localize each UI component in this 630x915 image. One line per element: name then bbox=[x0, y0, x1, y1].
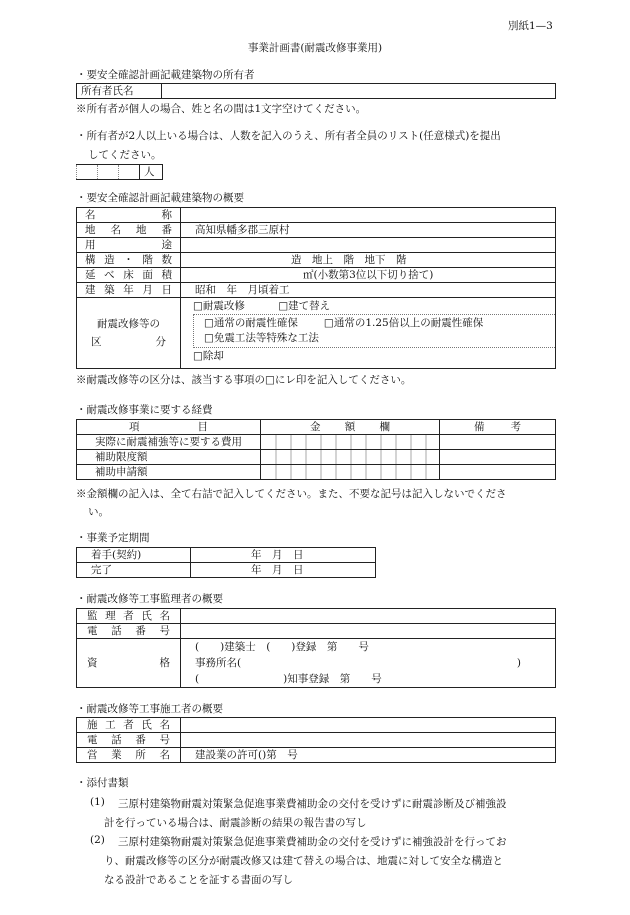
year-label-part: 月 bbox=[142, 284, 153, 296]
sup-name-part: 者 bbox=[123, 610, 134, 622]
schedule-end-date[interactable]: 年 月 日 bbox=[191, 563, 376, 578]
cost-header-part: 金 bbox=[310, 421, 321, 433]
cost-header-part: 目 bbox=[197, 421, 208, 433]
owner-section-title: ・要安全確認計画記載建築物の所有者 bbox=[76, 69, 255, 81]
name-label-part: 称 bbox=[161, 209, 172, 221]
cost-note-2: い。 bbox=[88, 506, 109, 518]
contractor-permit-field[interactable]: 建設業の許可()第 号 bbox=[181, 748, 556, 763]
sup-phone-part: 電 bbox=[87, 625, 98, 637]
retrofit-label-part: 区 bbox=[91, 336, 102, 348]
qual-line-1: ( )建築士 ( )登録 第 号 bbox=[195, 641, 369, 653]
cost-header-part: 考 bbox=[510, 421, 521, 433]
attachment-2-number: (2) bbox=[90, 834, 105, 846]
year-label-part: 年 bbox=[123, 284, 134, 296]
area-label-part: 面 bbox=[142, 269, 153, 281]
year-label-part: 築 bbox=[104, 284, 115, 296]
con-office-part: 所 bbox=[135, 749, 146, 761]
building-name-field[interactable] bbox=[181, 208, 556, 223]
supervisor-table bbox=[76, 608, 556, 688]
location-label-part: 地 bbox=[85, 224, 96, 236]
cost-header-part: 項 bbox=[129, 421, 140, 433]
multi-owner-note-2: してください。 bbox=[88, 149, 162, 161]
owner-count-table bbox=[76, 164, 163, 180]
qual-office-close: ) bbox=[516, 657, 521, 669]
structure-value[interactable]: 造 地上 階 地下 階 bbox=[181, 253, 556, 268]
attachment-2-line-3: なる設計であることを証する書面の写し bbox=[104, 874, 293, 886]
use-label-part: 用 bbox=[85, 239, 96, 251]
attachment-2-line-2: り、耐震改修等の区分が耐震改修又は建て替えの場合は、地震に対して安全な構造と bbox=[104, 855, 503, 867]
con-phone-part: 電 bbox=[87, 734, 98, 746]
owner-name-label: 所有者氏名 bbox=[77, 84, 162, 99]
sup-name-part: 監 bbox=[87, 610, 98, 622]
owner-name-field[interactable] bbox=[162, 84, 556, 99]
year-value[interactable]: 昭和 年 月頃着工 bbox=[181, 283, 556, 298]
multi-owner-note-1: ・所有者が2人以上いる場合は、人数を記入のうえ、所有者全員のリスト(任意様式)を提出 bbox=[76, 130, 501, 142]
remarks-field[interactable] bbox=[440, 450, 556, 465]
use-field[interactable] bbox=[181, 238, 556, 253]
sup-name-part: 氏 bbox=[141, 610, 152, 622]
amount-field[interactable] bbox=[261, 465, 440, 480]
area-value[interactable]: ㎡(小数第3位以下切り捨て) bbox=[181, 268, 556, 283]
location-label-part: 番 bbox=[161, 224, 172, 236]
supervisor-name-field[interactable] bbox=[181, 609, 556, 624]
sup-name-part: 名 bbox=[159, 610, 170, 622]
remarks-field[interactable] bbox=[440, 435, 556, 450]
supervisor-section-title: ・耐震改修等工事監理者の概要 bbox=[76, 593, 223, 605]
cost-header-part: 備 bbox=[474, 421, 485, 433]
overview-note: ※耐震改修等の区分は、該当する事項の□にレ印を記入してください。 bbox=[76, 374, 412, 386]
structure-label-part: 構 bbox=[85, 254, 96, 266]
structure-label-part: 造 bbox=[104, 254, 115, 266]
owner-count-unit: 人 bbox=[140, 165, 163, 180]
contractor-phone-field[interactable] bbox=[181, 733, 556, 748]
area-label-part: 積 bbox=[161, 269, 172, 281]
cost-header-part: 欄 bbox=[379, 421, 390, 433]
checkbox-demolish[interactable]: □除却 bbox=[193, 350, 224, 362]
location-label-part: 名 bbox=[110, 224, 121, 236]
retrofit-options-cell bbox=[181, 298, 556, 369]
amount-field[interactable] bbox=[261, 435, 440, 450]
retrofit-label-part: 分 bbox=[155, 336, 166, 348]
con-name-part: 名 bbox=[159, 719, 170, 731]
owner-count-digit[interactable] bbox=[77, 165, 98, 180]
sup-phone-part: 号 bbox=[159, 625, 170, 637]
checkbox-rebuild[interactable]: □建て替え bbox=[278, 300, 331, 312]
con-office-part: 営 bbox=[87, 749, 98, 761]
cost-note-1: ※金額欄の記入は、全て右詰で記入してください。また、不要な記号は記入しないでくださ bbox=[76, 488, 507, 500]
sup-phone-part: 番 bbox=[135, 625, 146, 637]
contractor-table bbox=[76, 717, 556, 763]
owner-note: ※所有者が個人の場合、姓と名の間は1文字空けてください。 bbox=[76, 103, 367, 115]
cost-row-actual: 実際に耐震補強等に要する費用 bbox=[77, 435, 261, 450]
con-name-part: 工 bbox=[105, 719, 116, 731]
checkbox-retrofit[interactable]: □耐震改修 bbox=[193, 300, 245, 312]
schedule-table bbox=[76, 547, 376, 578]
structure-label-part: 階 bbox=[142, 254, 153, 266]
area-label-part: 延 bbox=[85, 269, 96, 281]
con-name-part: 施 bbox=[87, 719, 98, 731]
attachment-1-number: (1) bbox=[90, 796, 105, 808]
con-phone-part: 番 bbox=[135, 734, 146, 746]
schedule-end-label: 完了 bbox=[77, 563, 191, 578]
attachment-2-line-1: 三原村建築物耐震対策緊急促進事業費補助金の交付を受けずに補強設計を行ってお bbox=[118, 836, 507, 848]
schedule-start-label: 着手(契約) bbox=[77, 548, 191, 563]
cost-header-part: 額 bbox=[344, 421, 356, 433]
cost-row-limit: 補助限度額 bbox=[77, 450, 261, 465]
con-phone-part: 話 bbox=[111, 734, 122, 746]
contractor-name-field[interactable] bbox=[181, 718, 556, 733]
area-label-part: 床 bbox=[123, 269, 134, 281]
attachment-1-line-2: 計を行っている場合は、耐震診断の結果の報告書の写し bbox=[104, 817, 367, 829]
sup-phone-part: 話 bbox=[111, 625, 122, 637]
checkbox-125-seismic[interactable]: □通常の1.25倍以上の耐震性確保 bbox=[323, 317, 484, 329]
overview-section-title: ・要安全確認計画記載建築物の概要 bbox=[76, 192, 244, 204]
year-label-part: 建 bbox=[85, 284, 96, 296]
cost-table bbox=[76, 419, 556, 480]
owner-count-digit[interactable] bbox=[119, 165, 140, 180]
use-label-part: 途 bbox=[161, 239, 172, 251]
con-name-part: 者 bbox=[123, 719, 134, 731]
location-value[interactable]: 高知県幡多郡三原村 bbox=[181, 223, 556, 238]
schedule-section-title: ・事業予定期間 bbox=[76, 532, 150, 544]
structure-label-part: ・ bbox=[123, 254, 134, 266]
checkbox-normal-seismic[interactable]: □通常の耐震性確保 bbox=[204, 317, 298, 329]
retrofit-label-line1: 耐震改修等の bbox=[97, 318, 160, 330]
overview-table bbox=[76, 207, 556, 369]
sup-qual-part: 格 bbox=[159, 657, 170, 669]
supervisor-qualification-field[interactable] bbox=[181, 639, 556, 688]
schedule-start-date[interactable]: 年 月 日 bbox=[191, 548, 376, 563]
contractor-section-title: ・耐震改修等工事施工者の概要 bbox=[76, 703, 223, 715]
area-label-part: べ bbox=[104, 269, 115, 281]
cost-row-request: 補助申請額 bbox=[77, 465, 261, 480]
supervisor-phone-field[interactable] bbox=[181, 624, 556, 639]
attachment-1-line-1: 三原村建築物耐震対策緊急促進事業費補助金の交付を受けずに耐震診断及び補強設 bbox=[118, 798, 507, 810]
retrofit-category-label bbox=[77, 298, 181, 369]
qual-office-label: 事務所名( bbox=[195, 657, 242, 669]
con-office-part: 名 bbox=[159, 749, 170, 761]
con-office-part: 業 bbox=[111, 749, 122, 761]
sup-name-part: 理 bbox=[105, 610, 116, 622]
owner-table bbox=[76, 83, 556, 99]
con-name-part: 氏 bbox=[141, 719, 152, 731]
annex-number: 別紙1—3 bbox=[508, 20, 553, 32]
remarks-field[interactable] bbox=[440, 465, 556, 480]
cost-section-title: ・耐震改修事業に要する経費 bbox=[76, 404, 213, 416]
attachments-section-title: ・添付書類 bbox=[76, 777, 129, 789]
year-label-part: 日 bbox=[161, 284, 172, 296]
con-phone-part: 号 bbox=[159, 734, 170, 746]
location-label-part: 地 bbox=[136, 224, 147, 236]
amount-field[interactable] bbox=[261, 450, 440, 465]
name-label-part: 名 bbox=[85, 209, 96, 221]
qual-line-3: ( )知事登録 第 号 bbox=[195, 673, 382, 685]
checkbox-isolation[interactable]: □免震工法等特殊な工法 bbox=[204, 332, 319, 344]
structure-label-part: 数 bbox=[161, 254, 172, 266]
owner-count-digit[interactable] bbox=[98, 165, 119, 180]
page-title: 事業計画書(耐震改修事業用) bbox=[247, 42, 383, 54]
sup-qual-part: 資 bbox=[87, 657, 98, 669]
